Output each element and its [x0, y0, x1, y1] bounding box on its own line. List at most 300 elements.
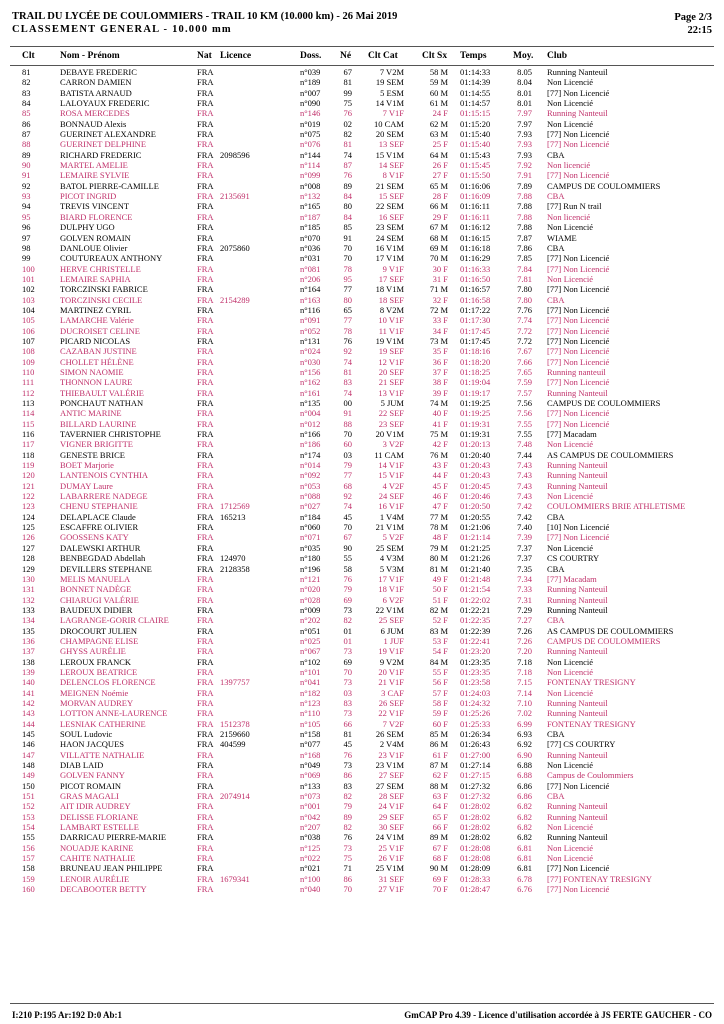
cell-doss: n°020: [300, 584, 321, 595]
cell-doss: n°162: [300, 377, 321, 388]
cell-cltcat: 19 V1M: [375, 335, 404, 346]
cell-temps: 01:16:18: [460, 242, 491, 253]
cell-cltsx: 63 F: [432, 791, 448, 802]
cell-cltcat: 12 V1F: [378, 356, 404, 367]
cell-club: Running Nanteuil: [547, 697, 608, 708]
cell-doss: n°007: [300, 87, 321, 98]
cell-cltcat: 25 SEF: [378, 615, 404, 626]
cell-ne: 74: [343, 149, 352, 160]
cell-cltsx: 81 M: [429, 563, 448, 574]
cell-ne: 76: [343, 573, 352, 584]
cell-temps: 01:25:26: [460, 708, 491, 719]
table-row: [0, 139, 724, 149]
cell-temps: 01:18:25: [460, 366, 491, 377]
cell-clt: 106: [22, 325, 35, 336]
cell-cltsx: 36 F: [432, 356, 448, 367]
cell-cltsx: 60 M: [429, 87, 448, 98]
cell-nat: FRA: [197, 418, 214, 429]
cell-moy: 7.10: [517, 697, 532, 708]
cell-temps: 01:19:31: [460, 418, 491, 429]
cell-moy: 6.90: [517, 749, 532, 760]
cell-ne: 67: [343, 67, 352, 77]
table-row: [0, 481, 724, 491]
cell-cltcat: 21 SEF: [378, 377, 404, 388]
cell-doss: n°081: [300, 263, 321, 274]
col-name: Nom - Prénom: [60, 51, 120, 61]
cell-temps: 01:22:35: [460, 615, 491, 626]
cell-moy: 6.81: [517, 863, 532, 874]
cell-cltsx: 53 F: [432, 635, 448, 646]
cell-cltcat: 7 V1F: [382, 108, 404, 119]
table-row: [0, 636, 724, 646]
cell-cltcat: 1 V4M: [379, 511, 404, 522]
cell-club: Running Nanteuil: [547, 584, 608, 595]
cell-doss: n°019: [300, 118, 321, 129]
cell-name: MARTEL AMELIE: [60, 160, 128, 171]
cell-nat: FRA: [197, 760, 214, 771]
cell-cltsx: 61 M: [429, 98, 448, 109]
cell-ne: 78: [343, 325, 352, 336]
cell-cltcat: 11 CAM: [374, 449, 404, 460]
cell-nat: FRA: [197, 460, 214, 471]
cell-moy: 7.55: [517, 429, 532, 440]
cell-nat: FRA: [197, 615, 214, 626]
cell-cltsx: 44 F: [432, 470, 448, 481]
cell-nat: FRA: [197, 811, 214, 822]
cell-ne: 71: [343, 863, 352, 874]
cell-cltsx: 29 F: [432, 211, 448, 222]
cell-club: CBA: [547, 729, 565, 739]
cell-club: CAMPUS DE COULOMMIERS: [547, 635, 661, 646]
cell-doss: n°189: [300, 77, 321, 88]
cell-cltsx: 58 F: [432, 697, 448, 708]
cell-doss: n°102: [300, 656, 321, 667]
cell-name: LABARRERE NADEGE: [60, 491, 148, 502]
cell-name: CHENU STEPHANIE: [60, 501, 138, 512]
cell-moy: 7.40: [517, 522, 532, 533]
table-row: [0, 388, 724, 398]
cell-club: Running Nanteuil: [547, 480, 608, 491]
cell-nat: FRA: [197, 284, 214, 295]
cell-clt: 120: [22, 470, 35, 481]
table-row: [0, 160, 724, 170]
cell-cltsx: 31 F: [432, 273, 448, 284]
cell-moy: 7.55: [517, 418, 532, 429]
cell-doss: n°077: [300, 739, 321, 750]
cell-club: [77] Non Licencié: [547, 170, 610, 181]
cell-nat: FRA: [197, 273, 214, 284]
cell-nat: FRA: [197, 253, 214, 264]
table-row: [0, 274, 724, 284]
cell-clt: 118: [22, 449, 35, 460]
cell-cltsx: 25 F: [432, 139, 448, 150]
cell-name: BATISTA ARNAUD: [60, 87, 132, 98]
cell-moy: 7.85: [517, 253, 532, 264]
cell-nat: FRA: [197, 801, 214, 812]
cell-nat: FRA: [197, 604, 214, 615]
cell-moy: 6.82: [517, 822, 532, 833]
cell-doss: n°184: [300, 511, 321, 522]
cell-name: BONNET NADÈGE: [60, 584, 132, 595]
page-info: [674, 11, 712, 37]
cell-nat: FRA: [197, 139, 214, 150]
table-row: [0, 626, 724, 636]
cell-name: GENESTE BRICE: [60, 449, 125, 460]
cell-cltcat: 25 V1F: [378, 842, 404, 853]
cell-clt: 150: [22, 780, 35, 791]
cell-temps: 01:16:15: [460, 232, 491, 243]
cell-club: COULOMMIERS BRIE ATHLETISME: [547, 501, 686, 512]
cell-club: Running Nanteuil: [547, 801, 608, 812]
cell-nat: FRA: [197, 449, 214, 460]
cell-cltcat: 22 SEM: [375, 201, 404, 212]
cell-name: DUCROISET CELINE: [60, 325, 140, 336]
cell-temps: 01:21:25: [460, 542, 491, 553]
cell-clt: 92: [22, 180, 31, 191]
cell-doss: n°008: [300, 180, 321, 191]
cell-ne: 81: [343, 366, 352, 377]
cell-name: NOUADJE KARINE: [60, 842, 134, 853]
table-row: [0, 543, 724, 553]
cell-doss: n°014: [300, 460, 321, 471]
cell-ne: 70: [343, 884, 352, 895]
cell-cltcat: 23 SEM: [375, 222, 404, 233]
table-row: [0, 264, 724, 274]
cell-cltcat: 22 SEF: [378, 408, 404, 419]
cell-club: Non Licencié: [547, 656, 594, 667]
cell-ne: 76: [343, 335, 352, 346]
cell-moy: 7.65: [517, 366, 532, 377]
cell-cltcat: 23 SEF: [378, 418, 404, 429]
cell-nat: FRA: [197, 387, 214, 398]
table-row: [0, 315, 724, 325]
cell-moy: 6.86: [517, 791, 532, 802]
cell-cltcat: 31 SEF: [378, 873, 404, 884]
cell-clt: 110: [22, 366, 35, 377]
footer-rule: [10, 1003, 714, 1004]
cell-club: [77] Non Licencié: [547, 129, 610, 140]
cell-doss: n°099: [300, 170, 321, 181]
cell-clt: 136: [22, 635, 35, 646]
cell-moy: 7.26: [517, 625, 532, 636]
cell-name: MARTINEZ CYRIL: [60, 304, 132, 315]
cell-nat: FRA: [197, 646, 214, 657]
table-row: [0, 708, 724, 718]
cell-temps: 01:20:43: [460, 460, 491, 471]
cell-ne: 58: [343, 563, 352, 574]
cell-name: CARRON DAMIEN: [60, 77, 132, 88]
cell-club: FONTENAY TRESIGNY: [547, 718, 636, 729]
cell-temps: 01:23:35: [460, 656, 491, 667]
cell-doss: n°027: [300, 501, 321, 512]
cell-clt: 88: [22, 139, 31, 150]
cell-moy: 6.88: [517, 770, 532, 781]
cell-moy: 7.56: [517, 408, 532, 419]
cell-cltcat: 18 V1F: [378, 584, 404, 595]
page-title: TRAIL DU LYCÉE DE COULOMMIERS - TRAIL 10 KM (10.000 km) - 26 Mai 2019: [12, 11, 398, 22]
cell-cltcat: 24 V1M: [375, 832, 404, 843]
cell-cltsx: 89 M: [429, 832, 448, 843]
cell-nat: FRA: [197, 656, 214, 667]
cell-nat: FRA: [197, 563, 214, 574]
cell-cltsx: 74 M: [429, 398, 448, 408]
cell-doss: n°161: [300, 387, 321, 398]
cell-club: Non licencié: [547, 160, 591, 171]
cell-clt: 137: [22, 646, 35, 657]
cell-club: Non Licencié: [547, 98, 594, 109]
cell-cltcat: 27 SEF: [378, 770, 404, 781]
cell-doss: n°174: [300, 449, 321, 460]
cell-cltcat: 10 CAM: [374, 118, 404, 129]
cell-clt: 93: [22, 191, 31, 202]
table-row: [0, 439, 724, 449]
cell-club: [77] Non Licencié: [547, 325, 610, 336]
cell-temps: 01:26:34: [460, 729, 491, 739]
cell-nat: FRA: [197, 294, 214, 305]
table-row: [0, 450, 724, 460]
cell-temps: 01:22:41: [460, 635, 491, 646]
cell-nat: FRA: [197, 780, 214, 791]
cell-ne: 02: [343, 118, 352, 129]
cell-clt: 109: [22, 356, 35, 367]
cell-ne: 83: [343, 697, 352, 708]
cell-name: VILLATTE NATHALIE: [60, 749, 145, 760]
cell-temps: 01:17:30: [460, 315, 491, 326]
cell-cltsx: 40 F: [432, 408, 448, 419]
cell-doss: n°090: [300, 98, 321, 109]
table-row: [0, 801, 724, 811]
cell-moy: 6.78: [517, 873, 532, 884]
cell-nat: FRA: [197, 884, 214, 895]
cell-moy: 6.82: [517, 801, 532, 812]
cell-ne: 76: [343, 749, 352, 760]
cell-doss: n°024: [300, 346, 321, 357]
cell-temps: 01:24:32: [460, 697, 491, 708]
cell-moy: 7.89: [517, 180, 532, 191]
cell-clt: 130: [22, 573, 35, 584]
cell-cltcat: 9 V1F: [382, 263, 404, 274]
cell-name: GUERINET ALEXANDRE: [60, 129, 156, 140]
cell-cltcat: 26 SEM: [375, 729, 404, 739]
cell-name: GOLVEN FANNY: [60, 770, 125, 781]
cell-name: AIT IDIR AUDREY: [60, 801, 131, 812]
table-row: [0, 491, 724, 501]
cell-club: [77] CS COURTRY: [547, 739, 616, 750]
cell-club: [77] Non Licencié: [547, 346, 610, 357]
cell-ne: 69: [343, 656, 352, 667]
cell-doss: n°031: [300, 253, 321, 264]
cell-nat: FRA: [197, 553, 214, 564]
cell-cltcat: 21 V1M: [375, 522, 404, 533]
cell-moy: 6.88: [517, 760, 532, 771]
cell-ne: 86: [343, 770, 352, 781]
table-row: [0, 874, 724, 884]
cell-doss: n°036: [300, 242, 321, 253]
cell-nat: FRA: [197, 98, 214, 109]
cell-cltcat: 30 SEF: [378, 822, 404, 833]
cell-clt: 131: [22, 584, 35, 595]
cell-cltcat: 24 SEF: [378, 491, 404, 502]
cell-ne: 75: [343, 853, 352, 864]
cell-temps: 01:21:06: [460, 522, 491, 533]
table-row: [0, 419, 724, 429]
cell-temps: 01:16:12: [460, 222, 491, 233]
cell-ne: 85: [343, 222, 352, 233]
cell-ne: 89: [343, 811, 352, 822]
cell-nat: FRA: [197, 325, 214, 336]
col-temps: Temps: [460, 51, 487, 61]
cell-doss: n°042: [300, 811, 321, 822]
cell-clt: 87: [22, 129, 31, 140]
cell-name: LAMARCHE Valérie: [60, 315, 134, 326]
cell-nat: FRA: [197, 511, 214, 522]
cell-cltsx: 54 F: [432, 646, 448, 657]
cell-ne: 60: [343, 439, 352, 450]
cell-moy: 6.93: [517, 729, 532, 739]
cell-clt: 96: [22, 222, 31, 233]
print-time: 22:15: [687, 25, 712, 36]
cell-cltsx: 43 F: [432, 460, 448, 471]
cell-cltsx: 58 M: [429, 67, 448, 77]
cell-club: [77] Non Licencié: [547, 408, 610, 419]
cell-temps: 01:28:02: [460, 811, 491, 822]
cell-name: ESCAFFRE OLIVIER: [60, 522, 139, 533]
cell-cltsx: 45 F: [432, 480, 448, 491]
cell-moy: 7.43: [517, 491, 532, 502]
footer-stats: I:210 P:195 Ar:192 D:0 Ab:1: [12, 1010, 122, 1020]
table-row: [0, 615, 724, 625]
cell-cltsx: 82 M: [429, 604, 448, 615]
cell-clt: 144: [22, 718, 35, 729]
cell-club: Non Licencié: [547, 542, 594, 553]
cell-name: SIMON NAOMIE: [60, 366, 124, 377]
cell-clt: 108: [22, 346, 35, 357]
cell-cltsx: 63 M: [429, 129, 448, 140]
cell-name: LAMBART ESTELLE: [60, 822, 139, 833]
cell-temps: 01:28:33: [460, 873, 491, 884]
cell-temps: 01:15:45: [460, 160, 491, 171]
cell-name: DIAB LAID: [60, 760, 104, 771]
cell-clt: 153: [22, 811, 35, 822]
cell-nat: FRA: [197, 491, 214, 502]
cell-moy: 7.84: [517, 263, 532, 274]
cell-ne: 91: [343, 232, 352, 243]
cell-temps: 01:27:15: [460, 770, 491, 781]
cell-temps: 01:28:09: [460, 863, 491, 874]
cell-temps: 01:17:22: [460, 304, 491, 315]
table-row: [0, 336, 724, 346]
cell-doss: n°088: [300, 491, 321, 502]
cell-doss: n°187: [300, 211, 321, 222]
table-row: [0, 512, 724, 522]
cell-cltcat: 13 SEF: [378, 139, 404, 150]
cell-name: MELIS MANUELA: [60, 573, 131, 584]
cell-clt: 138: [22, 656, 35, 667]
cell-ne: 86: [343, 873, 352, 884]
cell-cltsx: 80 M: [429, 553, 448, 564]
cell-cltcat: 29 SEF: [378, 811, 404, 822]
cell-cltsx: 73 M: [429, 335, 448, 346]
cell-clt: 85: [22, 108, 31, 119]
cell-clt: 115: [22, 418, 35, 429]
cell-club: [77] Non Licencié: [547, 356, 610, 367]
cell-name: TREVIS VINCENT: [60, 201, 130, 212]
cell-cltsx: 70 M: [429, 253, 448, 264]
cell-ne: 84: [343, 191, 352, 202]
cell-clt: 140: [22, 677, 35, 688]
column-header-row: [0, 48, 724, 66]
cell-cltcat: 27 SEM: [375, 780, 404, 791]
cell-cltsx: 65 F: [432, 811, 448, 822]
cell-temps: 01:14:33: [460, 67, 491, 77]
cell-ne: 70: [343, 429, 352, 440]
cell-nat: FRA: [197, 832, 214, 843]
cell-clt: 83: [22, 87, 31, 98]
cell-cltsx: 52 F: [432, 615, 448, 626]
cell-club: Non Licencié: [547, 760, 594, 771]
cell-clt: 122: [22, 491, 35, 502]
cell-cltcat: 17 SEF: [378, 273, 404, 284]
cell-clt: 126: [22, 532, 35, 543]
cell-nat: FRA: [197, 77, 214, 88]
cell-cltcat: 20 SEF: [378, 366, 404, 377]
cell-name: LAGRANGE-GORIR CLAIRE: [60, 615, 169, 626]
cell-cltsx: 28 F: [432, 191, 448, 202]
cell-club: Running Nanteuil: [547, 604, 608, 615]
table-row: [0, 108, 724, 118]
cell-cltsx: 48 F: [432, 532, 448, 543]
cell-doss: n°133: [300, 780, 321, 791]
cell-clt: 102: [22, 284, 35, 295]
cell-club: CBA: [547, 294, 565, 305]
cell-doss: n°022: [300, 853, 321, 864]
cell-cltcat: 8 V2M: [379, 304, 404, 315]
cell-moy: 7.02: [517, 708, 532, 719]
cell-moy: 6.81: [517, 842, 532, 853]
cell-cltsx: 62 M: [429, 118, 448, 129]
page-subtitle: CLASSEMENT GENERAL - 10.000 mm: [12, 24, 232, 35]
cell-cltcat: 23 V1F: [378, 749, 404, 760]
cell-moy: 6.81: [517, 853, 532, 864]
cell-cltsx: 69 M: [429, 242, 448, 253]
cell-nat: FRA: [197, 429, 214, 440]
cell-club: Running Nanteuil: [547, 708, 608, 719]
cell-ne: 67: [343, 532, 352, 543]
cell-temps: 01:15:15: [460, 108, 491, 119]
cell-moy: 7.88: [517, 191, 532, 202]
cell-moy: 7.43: [517, 480, 532, 491]
cell-ne: 65: [343, 304, 352, 315]
cell-temps: 01:22:02: [460, 594, 491, 605]
cell-ne: 03: [343, 687, 352, 698]
col-ne: Né: [340, 51, 352, 61]
cell-club: [77] Run N trail: [547, 201, 602, 212]
cell-name: LEROUX BEATRICE: [60, 666, 138, 677]
cell-ne: 81: [343, 77, 352, 88]
cell-clt: 101: [22, 273, 35, 284]
cell-cltcat: 9 V2M: [379, 656, 404, 667]
cell-nat: FRA: [197, 739, 214, 750]
table-row: [0, 750, 724, 760]
cell-ne: 74: [343, 356, 352, 367]
cell-clt: 134: [22, 615, 35, 626]
cell-moy: 7.56: [517, 398, 532, 408]
cell-club: Running Nanteuil: [547, 387, 608, 398]
cell-cltcat: 18 SEF: [378, 294, 404, 305]
cell-clt: 94: [22, 201, 31, 212]
cell-cltsx: 69 F: [432, 873, 448, 884]
cell-moy: 7.31: [517, 594, 532, 605]
